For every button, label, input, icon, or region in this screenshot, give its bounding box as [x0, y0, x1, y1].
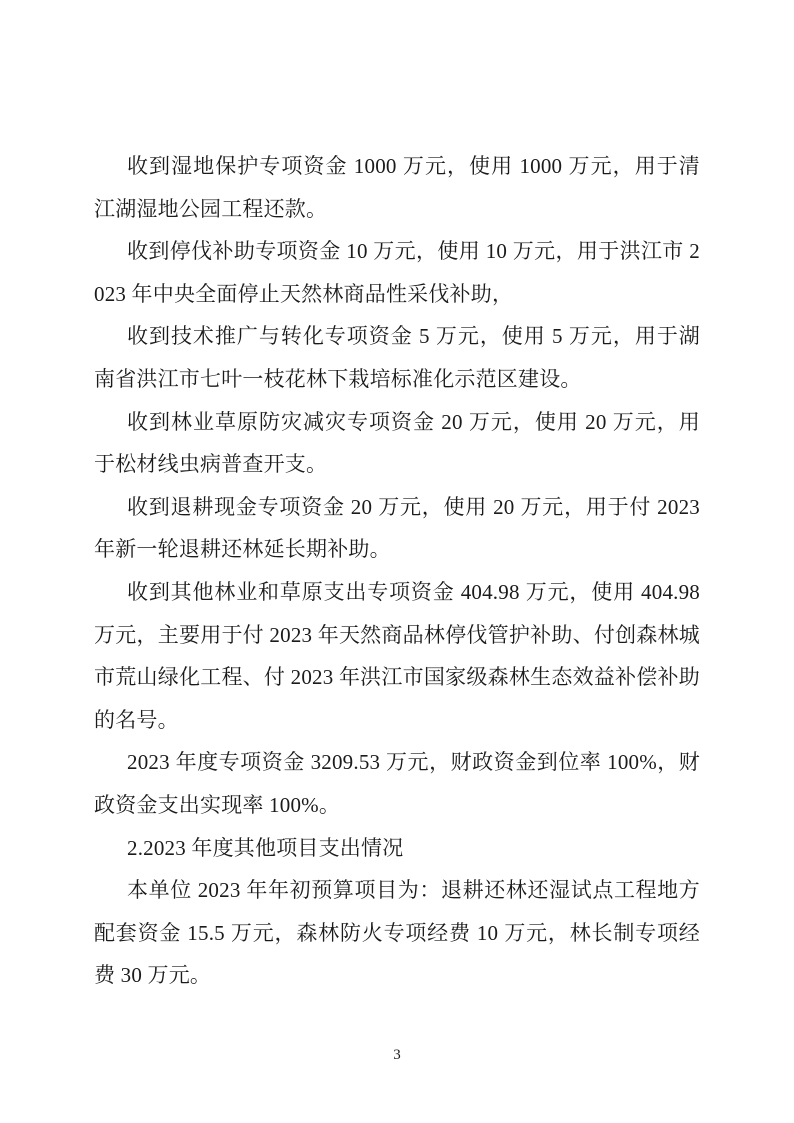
paragraph: 收到林业草原防灾减灾专项资金 20 万元，使用 20 万元，用于松材线虫病普查开支。 — [94, 409, 700, 477]
paragraph: 本单位 2023 年年初预算项目为：退耕还林还湿试点工程地方配套资金 15.5 万元，森林防火专项经费 10 万元，林长制专项经费 30 万元。 — [94, 878, 700, 988]
page-number: 3 — [393, 1047, 401, 1063]
paragraph: 收到湿地保护专项资金 1000 万元，使用 1000 万元，用于清江湖湿地公园工程还款。 — [94, 154, 700, 221]
page-footer — [0, 1045, 794, 1065]
paragraph-section-heading: 2.2023 年度其他项目支出情况 — [127, 835, 404, 860]
paragraph: 收到退耕现金专项资金 20 万元，使用 20 万元，用于付 2023 年新一轮退耕还林延长期补助。 — [94, 494, 700, 562]
paragraph: 收到其他林业和草原支出专项资金 404.98 万元，使用 404.98 万元，主要用于付 2023 年天然商品林停伐管护补助、付创森林城市荒山绿化工程、付 2023 年洪江市国家级森林生态效益补偿补助的名号。 — [94, 579, 700, 732]
paragraph: 2023 年度专项资金 3209.53 万元，财政资金到位率 100%，财政资金支出实现率 100%。 — [94, 750, 700, 817]
paragraph: 收到技术推广与转化专项资金 5 万元，使用 5 万元，用于湖南省洪江市七叶一枝花林下栽培标准化示范区建设。 — [94, 324, 700, 391]
document-body — [94, 145, 700, 997]
paragraph: 收到停伐补助专项资金 10 万元，使用 10 万元，用于洪江市 2023 年中央全面停止天然林商品性采伐补助， — [94, 239, 700, 306]
